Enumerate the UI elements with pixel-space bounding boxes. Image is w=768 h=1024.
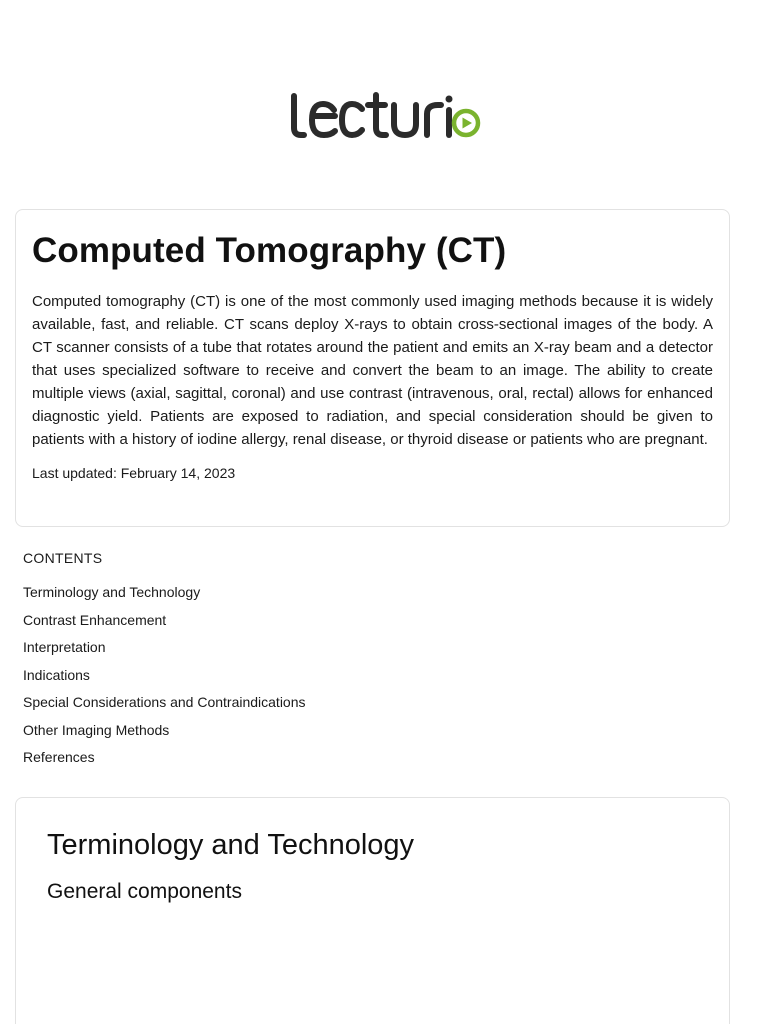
section-card bbox=[15, 797, 730, 1024]
last-updated: Last updated: February 14, 2023 bbox=[32, 465, 236, 481]
section-title: Terminology and Technology bbox=[47, 829, 415, 861]
toc-item-terminology-and-technology[interactable]: Terminology and Technology bbox=[23, 584, 201, 600]
article-summary: Computed tomography (CT) is one of the most commonly used imaging methods because it is widely available, fast, and reliable. CT scans deploy X-rays to obtain cross-sectional images of the body. A CT scanner consists of a tube that rotates around the patient and emits an X-ray beam and a detector that uses specialized software to receive and convert the beam to an image. The ability to create multiple views (axial, sagittal, coronal) and use contrast (intravenous, oral, rectal) allows for enhanced diagnostic yield. Patients are exposed to radiation, and special consideration should be given to patients with a history of iodine allergy, renal disease, or thyroid disease or patients who are pregnant. bbox=[32, 293, 713, 448]
toc-item-indications[interactable]: Indications bbox=[23, 666, 90, 683]
contents-list bbox=[23, 582, 423, 775]
lecturio-logo[interactable] bbox=[288, 92, 482, 140]
table-of-contents bbox=[23, 548, 423, 775]
toc-item-special-considerations[interactable]: Special Considerations and Contraindications bbox=[23, 694, 306, 710]
article-summary-card bbox=[15, 209, 730, 527]
contents-heading: CONTENTS bbox=[23, 550, 103, 566]
article-title: Computed Tomography (CT) bbox=[32, 231, 507, 270]
toc-item-other-imaging-methods[interactable]: Other Imaging Methods bbox=[23, 721, 170, 738]
toc-item-contrast-enhancement[interactable]: Contrast Enhancement bbox=[23, 611, 167, 628]
section-subtitle: General components bbox=[47, 880, 242, 903]
toc-item-references[interactable]: References bbox=[23, 749, 95, 765]
toc-item-interpretation[interactable]: Interpretation bbox=[23, 639, 106, 655]
